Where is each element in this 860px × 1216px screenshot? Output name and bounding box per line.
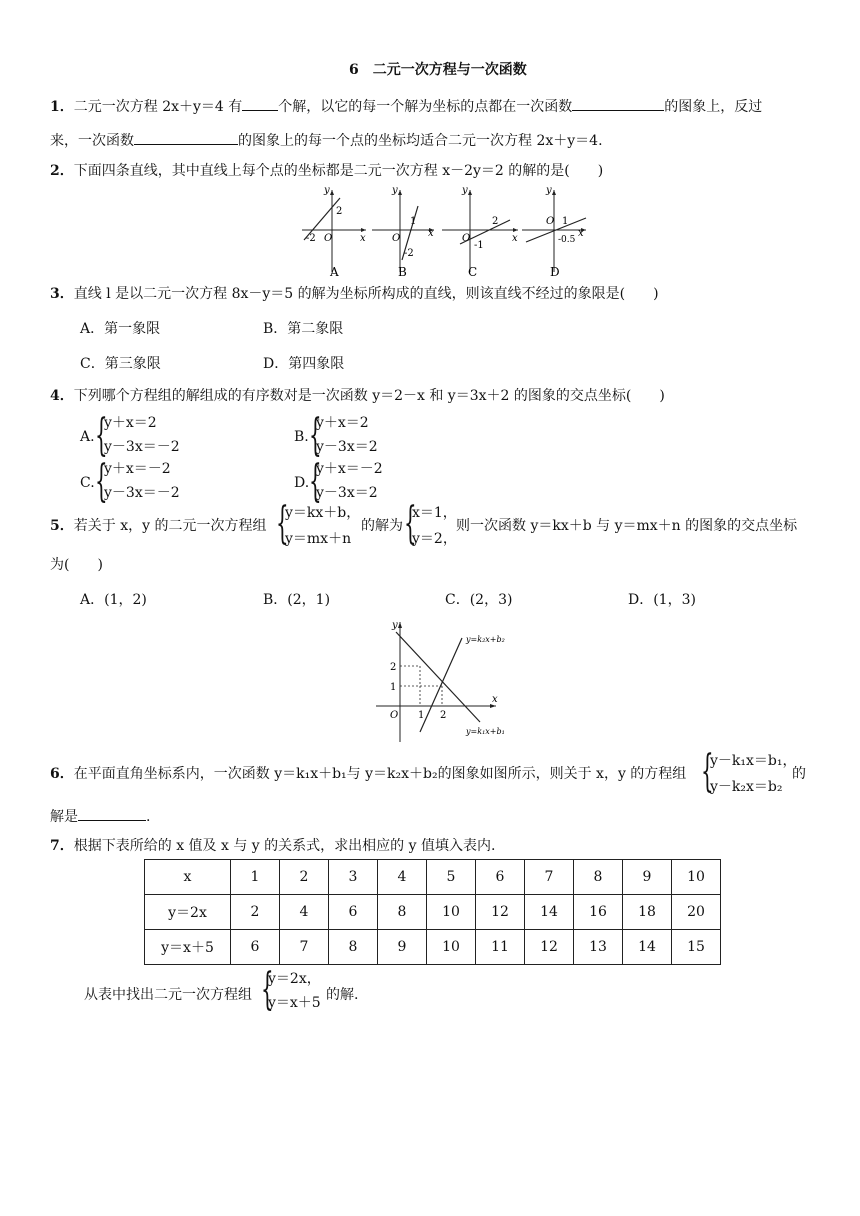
question-text: 在平面直角坐标系内，一次函数 y＝k₁x＋b₁与 y＝k₂x＋b₂的图象如图所示，则关于 x，y 的方程组 — [73, 766, 687, 782]
table-cell: 2 — [231, 895, 280, 930]
equation: y＋x＝－2 — [316, 461, 383, 477]
table-cell: 12 — [525, 930, 574, 965]
axis-x-label: x — [512, 233, 518, 244]
question-7 — [50, 836, 495, 856]
equation: y－3x＝2 — [316, 439, 378, 455]
question-3 — [50, 284, 659, 304]
equation: y－k₁x＝b₁， — [710, 753, 797, 769]
question-text: 下面四条直线，其中直线上每个点的坐标都是二元一次方程 x－2y＝2 的解的是( ) — [73, 163, 604, 179]
table-cell: 8 — [329, 930, 378, 965]
table-row — [145, 930, 721, 965]
equation: y＝kx＋b， — [285, 505, 361, 521]
tick-label: -2 — [306, 233, 316, 244]
table-cell: 9 — [378, 930, 427, 965]
question-text: . — [146, 809, 151, 825]
table-row — [145, 895, 721, 930]
answer-blank[interactable] — [134, 128, 238, 145]
tick-label: -0.5 — [558, 235, 576, 245]
table-cell: 10 — [427, 930, 476, 965]
table-cell: 14 — [623, 930, 672, 965]
question-6-line-1 — [50, 764, 686, 784]
question-text: 的图象上的每一个点的坐标均适合二元一次方程 2x＋y＝4. — [238, 133, 603, 149]
tick-label: 2 — [336, 206, 343, 217]
brace-icon: { — [309, 410, 322, 461]
equation: y＋x＝2 — [316, 415, 369, 431]
question-6-line-2 — [50, 804, 150, 827]
row-header: y＝2x — [145, 895, 231, 930]
tick-label: 1 — [390, 682, 397, 693]
question-text: 个解，以它的每一个解为坐标的点都在一次函数 — [278, 99, 573, 115]
tick-label: -1 — [474, 240, 484, 251]
table-cell: 13 — [574, 930, 623, 965]
question-5-line-1a — [50, 516, 266, 536]
question-number: 4． — [50, 388, 74, 404]
option-label: B. — [294, 429, 309, 445]
option-a[interactable]: A．(1，2) — [80, 592, 147, 608]
axis-y-label: y — [462, 185, 468, 196]
option-d[interactable]: D．第四象限 — [263, 356, 345, 372]
answer-blank[interactable] — [572, 94, 664, 111]
equation: y－3x＝－2 — [104, 439, 180, 455]
table-cell: 9 — [623, 860, 672, 895]
page-title: 6 二元一次方程与一次函数 — [349, 62, 527, 78]
table-cell: 2 — [280, 860, 329, 895]
graph-b — [372, 185, 434, 279]
question-number: 5． — [50, 518, 74, 534]
tick-label: 2 — [440, 710, 447, 721]
table-cell: 1 — [231, 860, 280, 895]
option-label: D. — [294, 475, 310, 491]
question-text: 从表中找出二元一次方程组 — [84, 987, 252, 1003]
equation: y－k₂x＝b₂ — [710, 779, 783, 795]
axis-y-label: y — [324, 185, 330, 196]
graph-a — [302, 185, 366, 279]
equation: y＝2， — [412, 531, 457, 547]
table-cell: 8 — [574, 860, 623, 895]
option-c[interactable]: C．(2，3) — [445, 592, 513, 608]
value-table — [144, 859, 721, 965]
line-label: y=k₂x+b₂ — [466, 635, 505, 644]
origin-label: O — [324, 233, 333, 244]
table-cell: 3 — [329, 860, 378, 895]
tick-label: 1 — [418, 710, 425, 721]
question-4 — [50, 386, 665, 406]
table-cell: 16 — [574, 895, 623, 930]
equation: y－3x＝2 — [316, 485, 378, 501]
question-text: 来，一次函数 — [50, 133, 134, 149]
option-a[interactable]: A．第一象限 — [80, 321, 161, 337]
tick-label: -2 — [404, 248, 414, 259]
option-b[interactable]: B．第二象限 — [263, 321, 344, 337]
graph-label: B — [398, 265, 407, 279]
table-cell: 12 — [476, 895, 525, 930]
q6-graph — [372, 618, 532, 744]
table-cell: 10 — [427, 895, 476, 930]
row-header: y＝x＋5 — [145, 930, 231, 965]
graph-label: C — [468, 265, 478, 279]
tick-label: 1 — [410, 216, 417, 227]
question-number: 2． — [50, 163, 74, 179]
tick-label: 1 — [562, 216, 569, 227]
tick-label: 2 — [492, 216, 499, 227]
table-cell: 14 — [525, 895, 574, 930]
question-text: 若关于 x，y 的二元一次方程组 — [73, 518, 267, 534]
table-cell: 20 — [672, 895, 721, 930]
equation: y＋x＝2 — [104, 415, 157, 431]
axis-x-label: x — [360, 233, 366, 244]
table-row — [145, 860, 721, 895]
option-b[interactable]: B．(2，1) — [263, 592, 331, 608]
table-cell: 5 — [427, 860, 476, 895]
table-cell: 18 — [623, 895, 672, 930]
question-text: 下列哪个方程组的解组成的有序数对是一次函数 y＝2－x 和 y＝3x＋2 的图象的交点坐标( ) — [73, 388, 665, 404]
table-cell: 15 — [672, 930, 721, 965]
origin-label: O — [390, 710, 399, 721]
brace-icon: { — [701, 746, 714, 797]
equation: y＝mx＋n — [285, 531, 352, 547]
axis-x-label: x — [492, 694, 498, 705]
answer-blank[interactable] — [78, 804, 146, 821]
question-text: 则一次函数 y＝kx＋b 与 y＝mx＋n 的图象的交点坐标 — [456, 518, 798, 534]
option-label: C. — [80, 475, 95, 491]
table-cell: 10 — [672, 860, 721, 895]
axis-x-label: x — [428, 228, 434, 239]
axis-y-label: y — [546, 185, 552, 196]
question-text: 直线 l 是以二元一次方程 8x－y＝5 的解为坐标所构成的直线，则该直线不经过的象限是( ) — [73, 286, 659, 302]
axis-y-label: y — [392, 620, 398, 631]
question-number: 6． — [50, 766, 74, 782]
question-2 — [50, 161, 603, 181]
question-text: 的图象上，反过 — [664, 99, 763, 115]
question-text: 解是 — [50, 809, 78, 825]
axis-x-label: x — [578, 228, 584, 239]
question-text: 为( ) — [50, 557, 103, 573]
table-cell: 7 — [525, 860, 574, 895]
brace-icon: { — [95, 456, 108, 507]
origin-label: O — [462, 233, 471, 244]
option-c[interactable]: C．第三象限 — [80, 356, 161, 372]
graph-label: D — [550, 265, 560, 279]
graph-label: A — [330, 265, 339, 279]
table-cell: 6 — [231, 930, 280, 965]
option-d[interactable]: D．(1，3) — [628, 592, 696, 608]
row-header: x — [145, 860, 231, 895]
q2-graphs — [296, 184, 592, 280]
line-label: y=k₁x+b₁ — [466, 727, 505, 736]
graph-d — [522, 185, 586, 279]
answer-blank[interactable] — [242, 94, 278, 111]
tick-label: 2 — [390, 662, 397, 673]
table-cell: 6 — [329, 895, 378, 930]
graph-c — [442, 185, 518, 279]
question-text: 二元一次方程 2x＋y＝4 有 — [73, 99, 243, 115]
option-label: A. — [80, 429, 95, 445]
brace-icon: { — [276, 498, 289, 549]
question-number: 3． — [50, 286, 74, 302]
question-number: 1． — [50, 99, 74, 115]
question-1-line-2 — [50, 128, 603, 151]
question-text: 根据下表所给的 x 值及 x 与 y 的关系式，求出相应的 y 值填入表内. — [73, 838, 496, 854]
brace-icon: { — [261, 964, 274, 1015]
question-text: 的解为 — [361, 518, 403, 534]
table-cell: 11 — [476, 930, 525, 965]
table-cell: 4 — [280, 895, 329, 930]
origin-label: O — [392, 233, 401, 244]
brace-icon: { — [95, 410, 108, 461]
question-text: 的解. — [326, 987, 359, 1003]
table-cell: 6 — [476, 860, 525, 895]
table-cell: 7 — [280, 930, 329, 965]
table-cell: 4 — [378, 860, 427, 895]
question-1-line-1 — [50, 94, 762, 117]
equation: y－3x＝－2 — [104, 485, 180, 501]
question-text: 的 — [792, 766, 806, 782]
brace-icon: { — [309, 456, 322, 507]
table-cell: 8 — [378, 895, 427, 930]
axis-y-label: y — [392, 185, 398, 196]
brace-icon: { — [404, 498, 417, 549]
equation: x＝1， — [412, 505, 457, 521]
equation: y＝x＋5 — [268, 995, 321, 1011]
equation: y＝2x， — [268, 971, 321, 987]
question-number: 7． — [50, 838, 74, 854]
equation: y＋x＝－2 — [104, 461, 171, 477]
origin-label: O — [546, 216, 555, 227]
